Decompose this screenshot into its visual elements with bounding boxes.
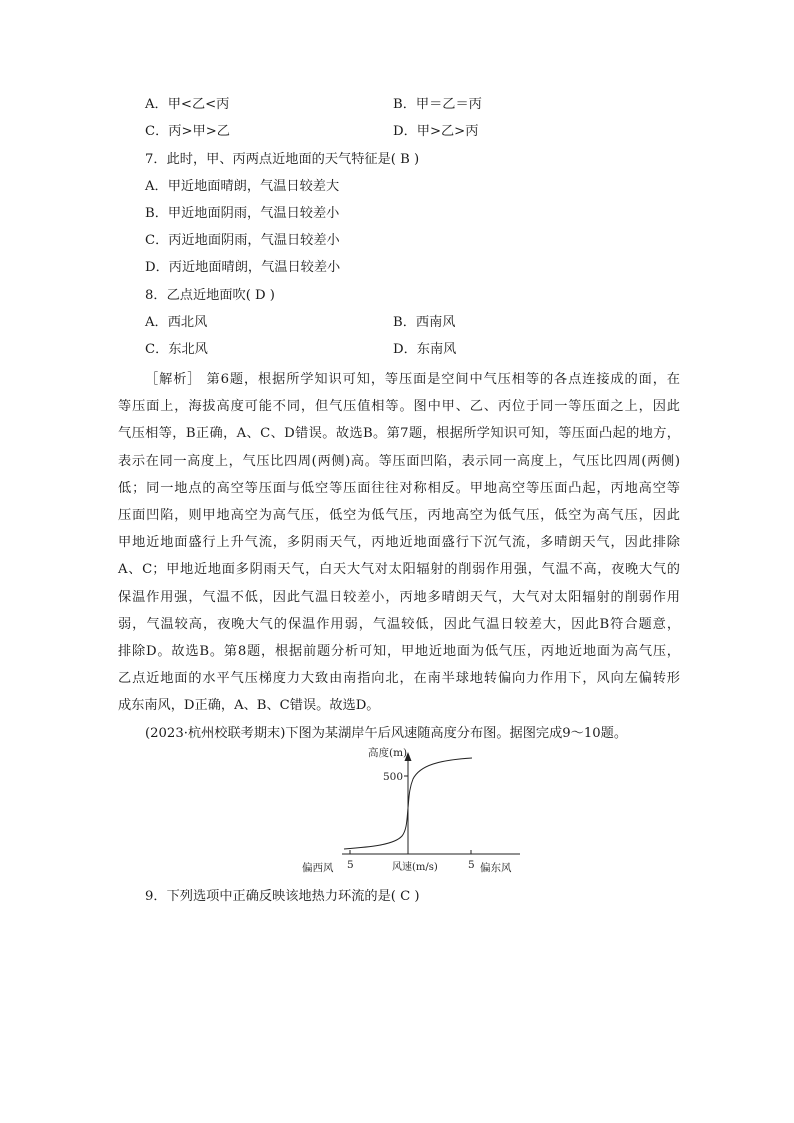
q6-option-d: D．甲>乙>丙 (393, 124, 479, 139)
q8-stem: 8．乙点近地面吹( D ) (145, 288, 275, 303)
q8-option-c: C．东北风 (145, 342, 208, 357)
x-right-label: 偏东风 (480, 862, 512, 874)
analysis-line: 表示在同一高度上，气压比四周(两侧)高。等压面凹陷，表示同一高度上，气压比四周(两侧) (118, 453, 680, 469)
q7-option-a: A．甲近地面晴朗，气温日较差大 (145, 179, 340, 194)
analysis-paragraph (118, 366, 680, 719)
q6-options-row-2 (145, 123, 479, 141)
x-axis-label: 风速(m/s) (392, 862, 438, 873)
analysis-line: 等压面上，海拔高度可能不同，但气压值相等。图中甲、乙、丙位于同一等压面之上，因此 (118, 399, 680, 415)
q8-options-row-2 (145, 341, 457, 359)
y-tick-label-500: 500 (383, 771, 404, 783)
q9-stem: 9．下列选项中正确反映该地热力环流的是( C ) (145, 889, 420, 904)
x-left-label: 偏西风 (302, 862, 334, 874)
q8-option-b: B．西南风 (393, 315, 456, 330)
analysis-line: A、C；甲地近地面多阴雨天气，白天大气对太阳辐射的削弱作用强，气温不高，夜晚大气的 (118, 562, 680, 578)
q6-option-b: B．甲＝乙＝丙 (393, 97, 482, 112)
q7-option-b: B．甲近地面阴雨，气温日较差小 (145, 206, 340, 221)
analysis-line: 乙点近地面的水平气压梯度力大致由南指向北，在南半球地转偏向力作用下，风向左偏转形 (118, 671, 680, 687)
analysis-line: 低；同一地点的高空等压面与低空等压面往往对称相反。甲地高空等压面凸起，丙地高空等 (118, 480, 680, 496)
q8-options-row-1 (145, 314, 456, 332)
analysis-line: 排除D。故选B。第8题，根据前题分析可知，甲地近地面为低气压，丙地近地面为高气压， (118, 643, 680, 659)
analysis-line: 成东南风，D正确，A、B、C错误。故选D。 (118, 698, 380, 714)
q7-option-d: D．丙近地面晴朗，气温日较差小 (145, 260, 341, 275)
q7-option-c: C．丙近地面阴雨，气温日较差小 (145, 233, 340, 248)
wind-height-figure (300, 742, 530, 880)
analysis-line: 气压相等，B正确，A、C、D错误。故选B。第7题，根据所学知识可知，等压面凸起的地方， (118, 426, 680, 442)
analysis-line: 甲地近地面盛行上升气流，多阴雨天气，丙地近地面盛行下沉气流，多晴朗天气，因此排除 (118, 535, 680, 551)
analysis-line: 压面凹陷，则甲地高空为高气压，低空为低气压，丙地高空为低气压，低空为高气压，因此 (118, 507, 680, 523)
analysis-line: 弱，气温较高，夜晚大气的保温作用弱，气温较低，因此气温日较差大，因此B符合题意， (118, 616, 680, 632)
x-right-tick-label: 5 (468, 859, 475, 871)
q8-option-a: A．西北风 (145, 315, 208, 330)
figure-intro: (2023·杭州校联考期末)下图为某湖岸午后风速随高度分布图。据图完成9～10题。 (145, 726, 628, 741)
q6-options-row-1 (145, 96, 482, 114)
x-left-tick-label: 5 (347, 859, 354, 871)
y-axis-label: 高度(m) (368, 747, 408, 759)
q6-option-a: A．甲<乙<丙 (145, 97, 230, 112)
analysis-line: 保温作用强，气温不低，因此气温日较差小，丙地多晴朗天气，大气对太阳辐射的削弱作用 (118, 589, 680, 605)
q7-stem: 7．此时，甲、丙两点近地面的天气特征是( B ) (145, 152, 420, 167)
q8-option-d: D．东南风 (393, 342, 457, 357)
q6-option-c: C．丙>甲>乙 (145, 124, 230, 139)
analysis-line: ［解析］ 第6题，根据所学知识可知，等压面是空间中气压相等的各点连接成的面，在 (145, 372, 680, 387)
